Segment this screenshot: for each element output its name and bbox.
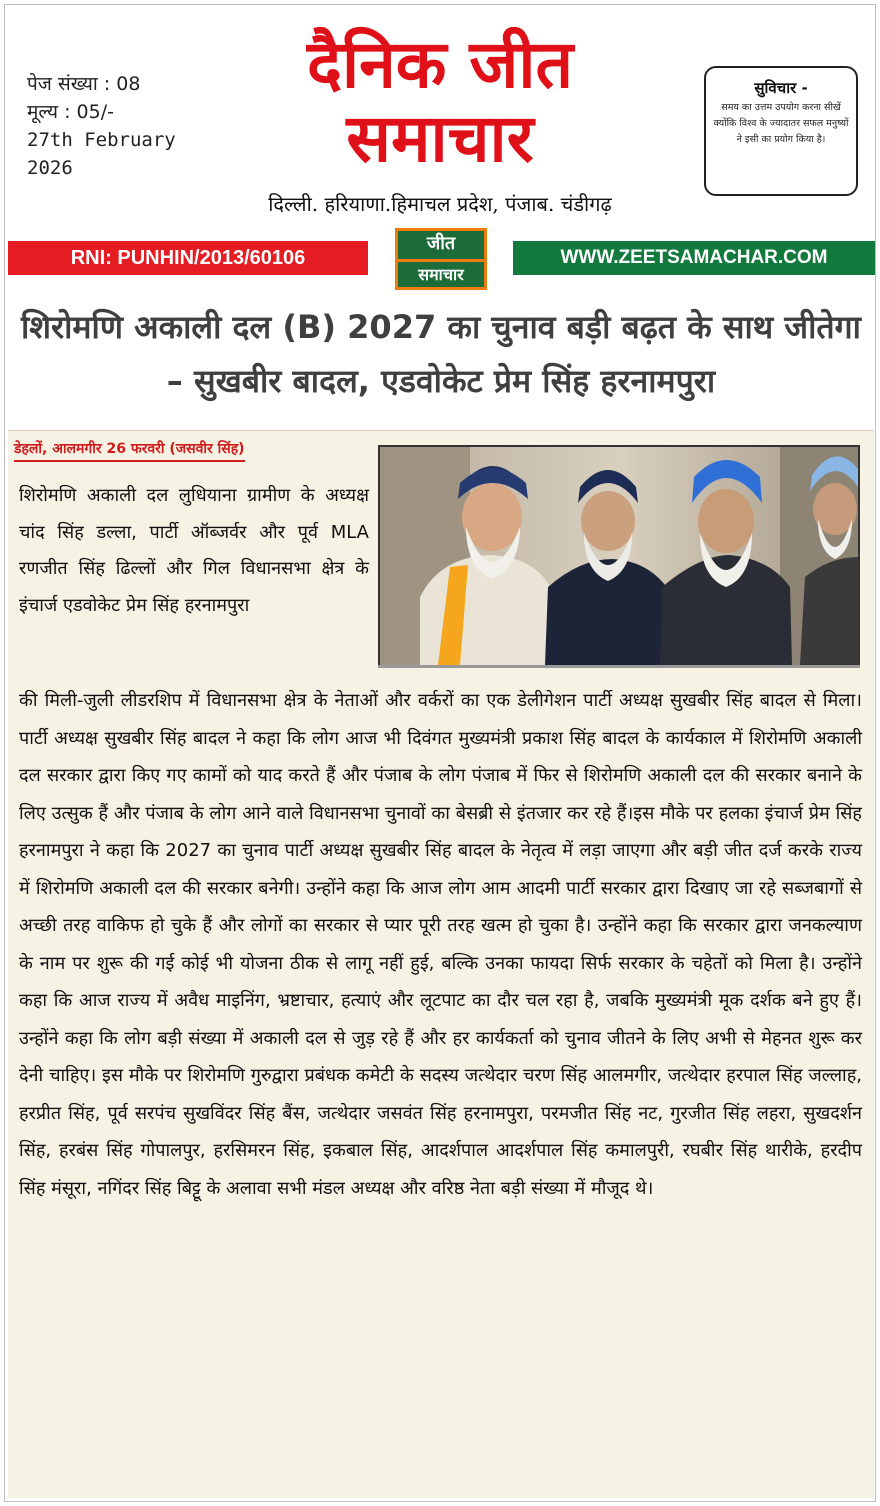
thought-of-day-box [704,66,858,196]
article-intro-paragraph: शिरोमणि अकाली दल लुधियाना ग्रामीण के अध्यक्ष चांद सिंह डल्ला, पार्टी ऑब्जर्वर और पूर्व MLA रणजीत सिंह ढिल्लों और गिल विधानसभा क्षेत्र के इंचार्ज एडवोकेट प्रेम सिंह हरनामपुरा [19,485,369,616]
photo-shadow [378,665,860,668]
issue-date: 27th February [27,129,176,151]
website-link[interactable]: WWW.ZEETSAMACHAR.COM [513,241,875,275]
article-photo [378,445,860,667]
title-line-2: समाचार [346,100,534,177]
title-line-1: दैनिक जीत [306,26,574,103]
coverage-regions: दिल्ली. हरियाणा.हिमाचल प्रदेश, पंजाब. चंडीगढ़ [268,192,612,216]
article-headline: शिरोमणि अकाली दल (B) 2027 का चुनाव बड़ी बढ़त के साथ जीतेगा – सुखबीर बादल, एडवोकेट प्रेम सिंह हरनामपुरा [21,308,861,400]
issue-year: 2026 [27,157,73,179]
masthead-meta [27,70,176,182]
newspaper-title [230,28,650,176]
logo-line-1: जीत [426,233,456,254]
thought-title: सुविचार - [754,79,808,97]
page-count: पेज संख्या : 08 [27,73,141,95]
price: मूल्य : 05/- [27,101,114,123]
jeet-samachar-logo [395,228,487,290]
rni-number-banner: RNI: PUNHIN/2013/60106 [8,241,368,275]
article-dateline: डेहलों, आलमगीर 26 फरवरी (जसवीर सिंह) [14,439,245,462]
logo-line-2: समाचार [398,259,484,288]
thought-text: समय का उत्तम उपयोग करना सीखें क्योंकि विश्व के ज्यादातर सफल मनुष्यों ने इसी का प्रयोग किया है। [713,102,849,145]
article-body-paragraph: की मिली-जुली लीडरशिप में विधानसभा क्षेत्र के नेताओं और वर्करों का एक डेलीगेशन पार्टी अध्यक्ष सुखबीर सिंह बादल से मिला। पार्टी अध्यक्ष सुखबीर सिंह बादल ने कहा कि लोग आज भी दिवंगत मुख्यमंत्री प्रकाश सिंह बादल के कार्यकाल में शिरोमणि अकाली दल सरकार द्वारा किए गए कामों को याद करते हैं और पंजाब के लोग पंजाब में फिर से शिरोमणि अकाली दल की सरकार बनाने के लिए उत्सुक हैं और पंजाब के लोग आने वाले विधानसभा चुनावों का बेसब्री से इंतजार कर रहे हैं।इस मौके पर हलका इंचार्ज प्रेम सिंह हरनामपुरा ने कहा कि 2027 का चुनाव पार्टी अध्यक्ष सुखबीर सिंह बादल के नेतृत्व में लड़ा जाएगा और बड़ी जीत दर्ज करके राज्य में शिरोमणि अकाली दल की सरकार बनेगी। उन्होंने कहा कि आज लोग आम आदमी पार्टी सरकार द्वारा दिखाए जा रहे सब्जबागों से अच्छी तरह वाकिफ हो चुके हैं और लोगों का सरकार से प्यार पूरी तरह खत्म हो चुका है। उन्होंने कहा कि सरकार द्वारा जनकल्याण के नाम पर शुरू की गई कोई भी योजना ठीक से लागू नहीं हुई, बल्कि उनका फायदा सिर्फ सरकार के चहेतों को मिला है। उन्होंने कहा कि आज राज्य में अवैध माइनिंग, भ्रष्टाचार, हत्याएं और लूटपाट का दौर चल रहा है, जबकि मुख्यमंत्री मूक दर्शक बने हुए हैं। उन्होंने कहा कि लोग बड़ी संख्या में अकाली दल से जुड़ रहे हैं और हर कार्यकर्ता को चुनाव जीतने के लिए अभी से मेहनत शुरू कर देनी चाहिए। इस मौके पर शिरोमणि गुरुद्वारा प्रबंधक कमेटी के सदस्य जत्थेदार चरण सिंह आलमगीर, जत्थेदार हरपाल सिंह जल्लाह, हरप्रीत सिंह, पूर्व सरपंच सुखविंदर सिंह बैंस, जत्थेदार जसवंत सिंह हरनामपुरा, परमजीत सिंह नट, गुरजीत सिंह लहरा, सुखदर्शन सिंह, हरबंस सिंह गोपालपुर, हरसिमरन सिंह, इकबाल सिंह, आदर्शपाल आदर्शपाल सिंह कमालपुरी, रघबीर सिंह थारीके, हरदीप सिंह मंसूरा, नगिंदर सिंह बिट्टू के अलावा सभी मंडल अध्यक्ष और वरिष्ठ नेता बड़ी संख्या में मौजूद थे। [19,690,862,1199]
leaders-group-photo [380,447,858,665]
